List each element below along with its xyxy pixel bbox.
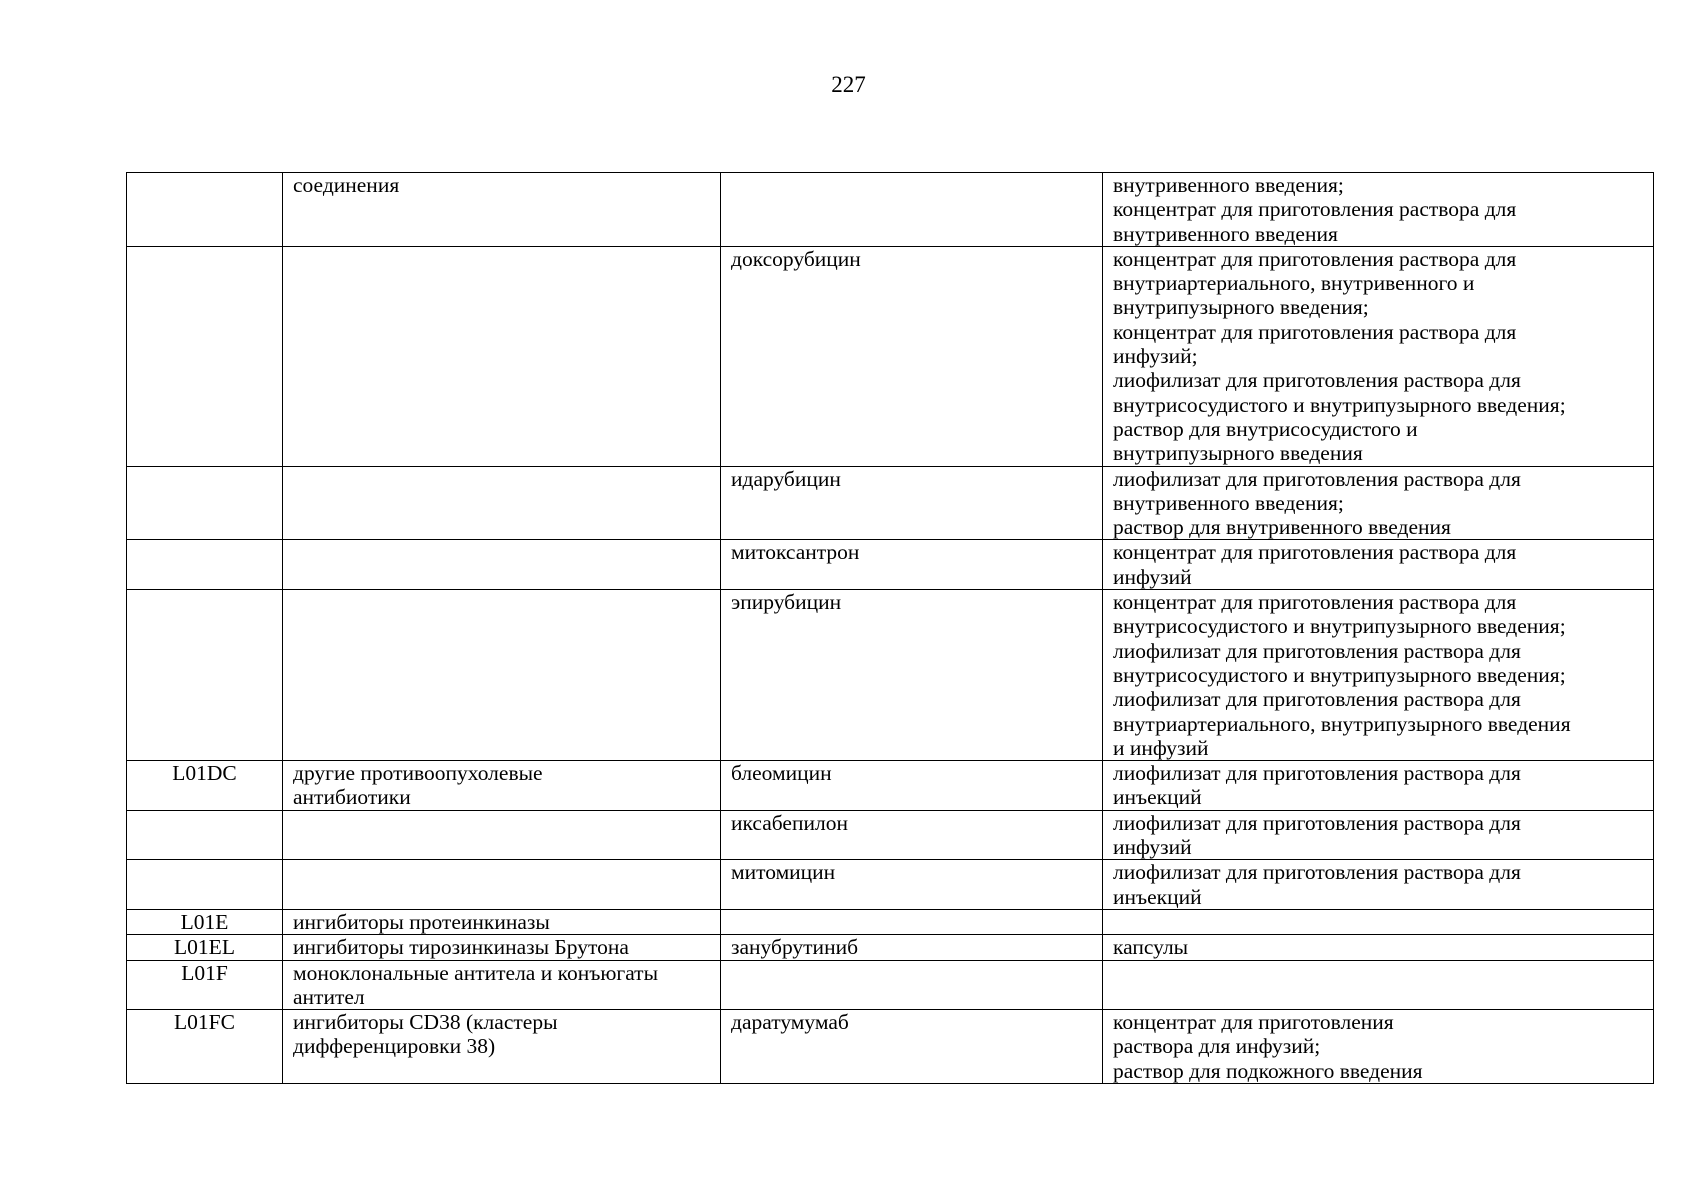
table-row: [127, 761, 1654, 811]
dosage-forms-cell: внутривенного введения; концентрат для приготовления раствора для внутривенного введения: [1103, 173, 1654, 247]
dosage-forms-cell: концентрат для приготовления раствора для внутриартериального, внутривенного и внутрипузырного введения; концентрат для приготовления раствора для инфузий; лиофилизат для приготовления раствора для внутрисосудистого и внутрипузырного введения; раствор для внутрисосудистого и внутрипузырного введения: [1103, 246, 1654, 466]
group-name-cell: [283, 860, 721, 910]
group-name-cell: [283, 590, 721, 761]
atc-code-cell: [127, 173, 283, 247]
dosage-forms-cell: [1103, 909, 1654, 934]
table-row: [127, 1010, 1654, 1084]
atc-code-cell: [127, 246, 283, 466]
drug-name-cell: [721, 960, 1103, 1010]
dosage-forms-cell: концентрат для приготовления раствора для внутрисосудистого и внутрипузырного введения; лиофилизат для приготовления раствора для внутрисосудистого и внутрипузырного введения; лиофилизат для приготовления раствора для внутриартериального, внутрипузырного введения и инфузий: [1103, 590, 1654, 761]
page-number: 227: [831, 72, 866, 97]
dosage-forms-cell: [1103, 960, 1654, 1010]
table-row: [127, 810, 1654, 860]
group-name-cell: [283, 246, 721, 466]
dosage-forms-cell: капсулы: [1103, 935, 1654, 960]
group-name-cell: [283, 540, 721, 590]
table-row: [127, 466, 1654, 540]
drug-name-cell: [721, 909, 1103, 934]
group-name-cell: ингибиторы CD38 (кластеры дифференцировки 38): [283, 1010, 721, 1084]
dosage-forms-cell: лиофилизат для приготовления раствора для инъекций: [1103, 761, 1654, 811]
dosage-forms-cell: лиофилизат для приготовления раствора для инъекций: [1103, 860, 1654, 910]
drug-name-cell: доксорубицин: [721, 246, 1103, 466]
group-name-cell: [283, 810, 721, 860]
group-name-cell: [283, 466, 721, 540]
dosage-forms-cell: лиофилизат для приготовления раствора для внутривенного введения; раствор для внутривенного введения: [1103, 466, 1654, 540]
dosage-forms-cell: концентрат для приготовления раствора для инфузий; раствор для подкожного введения: [1103, 1010, 1654, 1084]
atc-code-cell: [127, 540, 283, 590]
group-name-cell: другие противоопухолевые антибиотики: [283, 761, 721, 811]
table-row: [127, 860, 1654, 910]
drug-name-cell: иксабепилон: [721, 810, 1103, 860]
table-row: [127, 935, 1654, 960]
group-name-cell: ингибиторы тирозинкиназы Брутона: [283, 935, 721, 960]
drug-name-cell: занубрутиниб: [721, 935, 1103, 960]
drug-name-cell: эпирубицин: [721, 590, 1103, 761]
atc-code-cell: L01DC: [127, 761, 283, 811]
group-name-cell: соединения: [283, 173, 721, 247]
atc-code-cell: [127, 860, 283, 910]
atc-code-cell: L01EL: [127, 935, 283, 960]
group-name-cell: ингибиторы протеинкиназы: [283, 909, 721, 934]
atc-code-cell: L01F: [127, 960, 283, 1010]
table-row: [127, 540, 1654, 590]
dosage-forms-cell: концентрат для приготовления раствора для инфузий: [1103, 540, 1654, 590]
dosage-forms-cell: лиофилизат для приготовления раствора для инфузий: [1103, 810, 1654, 860]
atc-code-cell: L01FC: [127, 1010, 283, 1084]
group-name-cell: моноклональные антитела и конъюгаты антител: [283, 960, 721, 1010]
drug-name-cell: митомицин: [721, 860, 1103, 910]
drug-name-cell: [721, 173, 1103, 247]
drug-table: [126, 172, 1654, 1084]
table-row: [127, 590, 1654, 761]
atc-code-cell: [127, 590, 283, 761]
atc-code-cell: [127, 466, 283, 540]
drug-name-cell: блеомицин: [721, 761, 1103, 811]
drug-name-cell: митоксантрон: [721, 540, 1103, 590]
atc-code-cell: [127, 810, 283, 860]
atc-code-cell: L01E: [127, 909, 283, 934]
table-row: [127, 246, 1654, 466]
table-row: [127, 909, 1654, 934]
drug-name-cell: даратумумаб: [721, 1010, 1103, 1084]
drug-name-cell: идарубицин: [721, 466, 1103, 540]
table-row: [127, 173, 1654, 247]
table-row: [127, 960, 1654, 1010]
